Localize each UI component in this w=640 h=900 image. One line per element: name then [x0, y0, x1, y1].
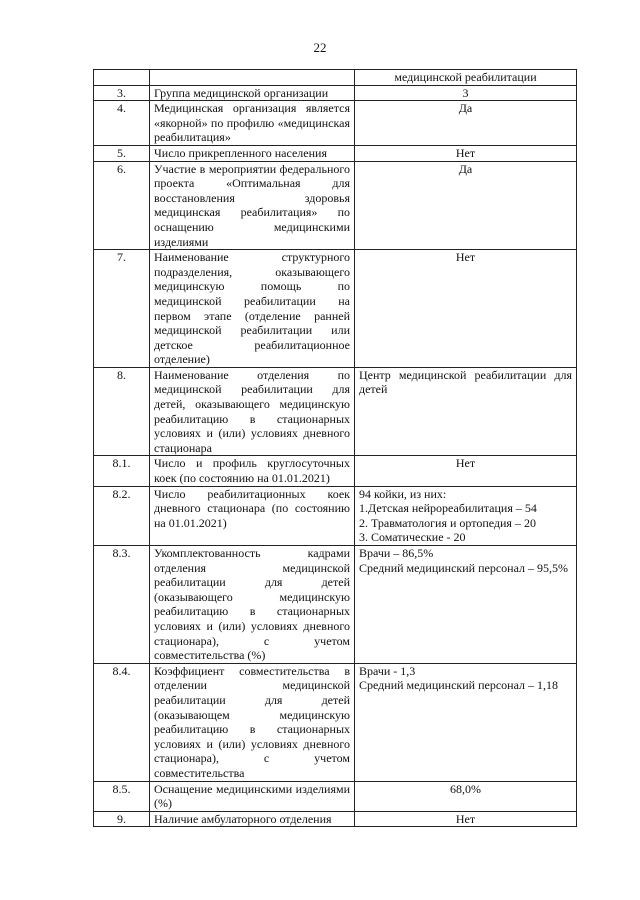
- row-value-line: Средний медицинский персонал – 1,18: [359, 678, 559, 693]
- row-value: [355, 486, 577, 545]
- row-description: Наименование отделения по медицинской реабилитации для детей, оказывающего медицинскую реабилитацию в стационарных условиях и (или) условиях дневного стационара: [150, 367, 355, 456]
- row-value-line: Врачи - 1,3: [359, 663, 416, 678]
- row-number: 3.: [94, 85, 150, 101]
- row-description: [150, 70, 355, 86]
- row-value-line: медицинской реабилитации: [394, 70, 537, 84]
- row-value-line: 68,0%: [450, 781, 481, 796]
- row-value: [355, 781, 577, 811]
- table-row: [94, 85, 577, 101]
- row-value-line: 2. Травматология и ортопедия – 20: [359, 515, 536, 530]
- row-description: Укомплектованность кадрами отделения медицинской реабилитации для детей (оказывающего медицинскую реабилитацию в стационарных условиях и (или) условиях дневного стационара), с учетом совместительства (%): [150, 546, 355, 664]
- table-row: [94, 101, 577, 146]
- row-value: [355, 70, 577, 86]
- row-value-line: Нет: [455, 456, 476, 471]
- table-row: [94, 781, 577, 811]
- row-value: [355, 161, 577, 250]
- row-value-line: 3: [462, 85, 469, 100]
- medical-rehabilitation-table: [93, 69, 577, 827]
- row-number: 8.5.: [94, 781, 150, 811]
- table-row: [94, 367, 577, 456]
- row-description: Число и профиль круглосуточных коек (по состоянию на 01.01.2021): [150, 456, 355, 486]
- row-description: Группа медицинской организации: [150, 85, 355, 101]
- row-value: [355, 101, 577, 146]
- row-description: Медицинская организация является «якорной» по профилю «медицинская реабилитация»: [150, 101, 355, 146]
- row-value: [355, 85, 577, 101]
- row-description: Участие в мероприятии федерального проекта «Оптимальная для восстановления здоровья медицинская реабилитация» по оснащению медицинскими изделиями: [150, 161, 355, 250]
- row-description: Наименование структурного подразделения, оказывающего медицинскую помощь по медицинской реабилитации на первом этапе (отделение ранней медицинской реабилитации или детское реабилитационное отделение): [150, 250, 355, 368]
- row-number: 6.: [94, 161, 150, 250]
- table-row: [94, 486, 577, 545]
- table-row: [94, 663, 577, 781]
- row-description: Оснащение медицинскими изделиями (%): [150, 781, 355, 811]
- table-row: [94, 161, 577, 250]
- row-value: [355, 663, 577, 781]
- table-row: [94, 456, 577, 486]
- row-number: [94, 70, 150, 86]
- row-value-line: Нет: [455, 145, 476, 160]
- row-value-line: Средний медицинский персонал – 95,5%: [359, 560, 569, 575]
- row-value-line: 3. Соматические - 20: [359, 530, 466, 545]
- row-number: 9.: [94, 811, 150, 827]
- row-description: Число реабилитационных коек дневного стационара (по состоянию на 01.01.2021): [150, 486, 355, 545]
- row-description: Число прикрепленного населения: [150, 145, 355, 161]
- row-number: 5.: [94, 145, 150, 161]
- row-value-line: Да: [458, 101, 473, 116]
- table-row: [94, 145, 577, 161]
- row-value-line: Центр медицинской реабилитации для детей: [359, 367, 572, 397]
- row-number: 8.: [94, 367, 150, 456]
- page-number: 22: [313, 40, 327, 55]
- table-row: [94, 811, 577, 827]
- row-value-line: Да: [458, 161, 473, 176]
- table-row: [94, 250, 577, 368]
- row-description: Наличие амбулаторного отделения: [150, 811, 355, 827]
- table-row: [94, 70, 577, 86]
- row-value: [355, 456, 577, 486]
- row-value: [355, 811, 577, 827]
- row-value-line: 1.Детская нейрореабилитация – 54: [359, 501, 537, 516]
- row-number: 7.: [94, 250, 150, 368]
- row-number: 8.1.: [94, 456, 150, 486]
- row-value-line: Нет: [455, 811, 476, 826]
- row-number: 8.2.: [94, 486, 150, 545]
- row-value: [355, 367, 577, 456]
- row-number: 8.4.: [94, 663, 150, 781]
- row-value: [355, 546, 577, 664]
- row-value-line: Врачи – 86,5%: [359, 546, 434, 560]
- row-value-line: 94 койки, из них:: [359, 486, 447, 501]
- table-body: [94, 70, 577, 827]
- table-row: [94, 546, 577, 664]
- row-number: 4.: [94, 101, 150, 146]
- row-value: [355, 145, 577, 161]
- row-description: Коэффициент совместительства в отделении медицинской реабилитации для детей (оказывающем медицинскую реабилитацию в стационарных условиях и (или) условиях дневного стационара), с учетом совместительства: [150, 663, 355, 781]
- row-number: 8.3.: [94, 546, 150, 664]
- row-value: [355, 250, 577, 368]
- row-value-line: Нет: [455, 250, 476, 265]
